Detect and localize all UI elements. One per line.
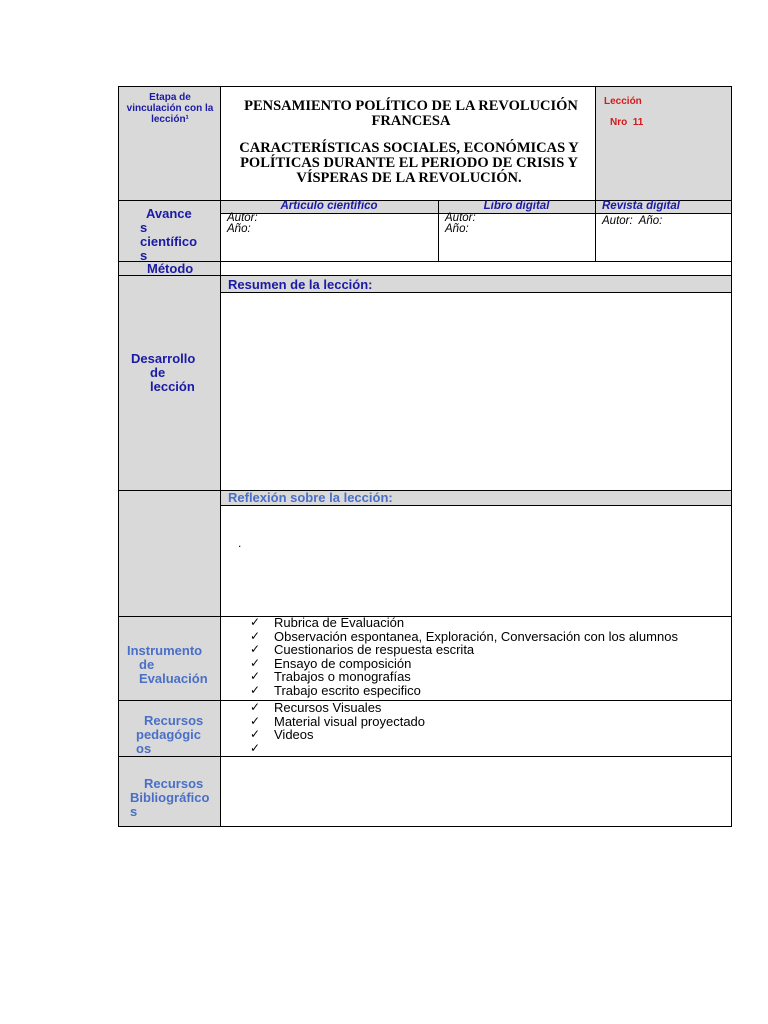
check-icon: ✓ [250,642,261,656]
check-icon: ✓ [250,628,261,643]
check-icon: ✓ [250,682,261,697]
col-header-revista: Revista digital [602,200,680,212]
resumen-header: Resumen de la lección: [228,277,373,292]
check-icon: ✓ [250,700,261,714]
list-item: ✓ Videos [250,727,314,742]
check-icon: ✓ [250,740,261,755]
col-header-libro: Libro digital [483,200,550,212]
list-item: ✓ Material visual proyectado [250,713,426,729]
check-icon: ✓ [250,615,261,629]
list-item: ✓ Rubrica de Evaluación [250,615,405,630]
list-item: ✓ Trabajos o monografías [250,669,411,684]
articulo-autor: Autor: [227,212,258,224]
list-item: ✓ Cuestionarios de respuesta escrita [250,642,475,657]
check-icon: ✓ [250,655,261,670]
recursos-bib-body[interactable] [221,757,731,826]
check-icon: ✓ [250,669,261,683]
metodo-label: Método [147,261,194,276]
libro-ano: Año: [445,223,469,235]
leccion-label: Lección [604,96,642,107]
doc-subtitle: CARACTERÍSTICAS SOCIALES, ECONÓMICAS Y POLÍTICAS DURANTE EL PERIODO DE CRISIS Y VÍSPERAS DE LA REVOLUCIÓN. [239,140,579,186]
col-header-articulo: Articulo científico [280,200,378,212]
doc-title: PENSAMIENTO POLÍTICO DE LA REVOLUCIÓN FRANCESA [244,98,578,129]
reflexion-header: Reflexión sobre la lección: [228,490,393,505]
reflexion-dot: . [238,536,242,550]
list-item: ✓ Recursos Visuales [250,700,382,715]
etapa-label: Etapa de vinculación con la lección¹ [126,92,214,125]
libro-autor: Autor: [445,212,476,224]
articulo-ano: Año: [227,223,251,235]
resumen-body[interactable] [221,293,731,490]
instrumento-label: Instrumento de Evaluación [127,643,208,686]
recursos-ped-label: Recursos pedagógic os [136,713,204,756]
revista-autor-ano: Autor: Año: [602,215,663,227]
reflexion-label-cell [119,491,220,617]
reflexion-body[interactable] [221,506,731,616]
list-item: ✓ Ensayo de composición [250,655,412,671]
check-icon: ✓ [250,713,261,728]
recursos-bib-label: Recursos Bibliográfico s [130,776,210,819]
leccion-number: Nro 11 [610,117,644,128]
list-item: ✓ Trabajo escrito especifico [250,682,421,698]
instrumento-list [250,616,678,697]
check-icon: ✓ [250,727,261,741]
avances-label: Avance s científico s [140,206,198,263]
desarrollo-label: Desarrollo de lección [131,351,196,394]
recursos-ped-list [250,700,426,755]
list-item: ✓ Observación espontanea, Exploración, Conversación con los alumnos [250,628,678,644]
